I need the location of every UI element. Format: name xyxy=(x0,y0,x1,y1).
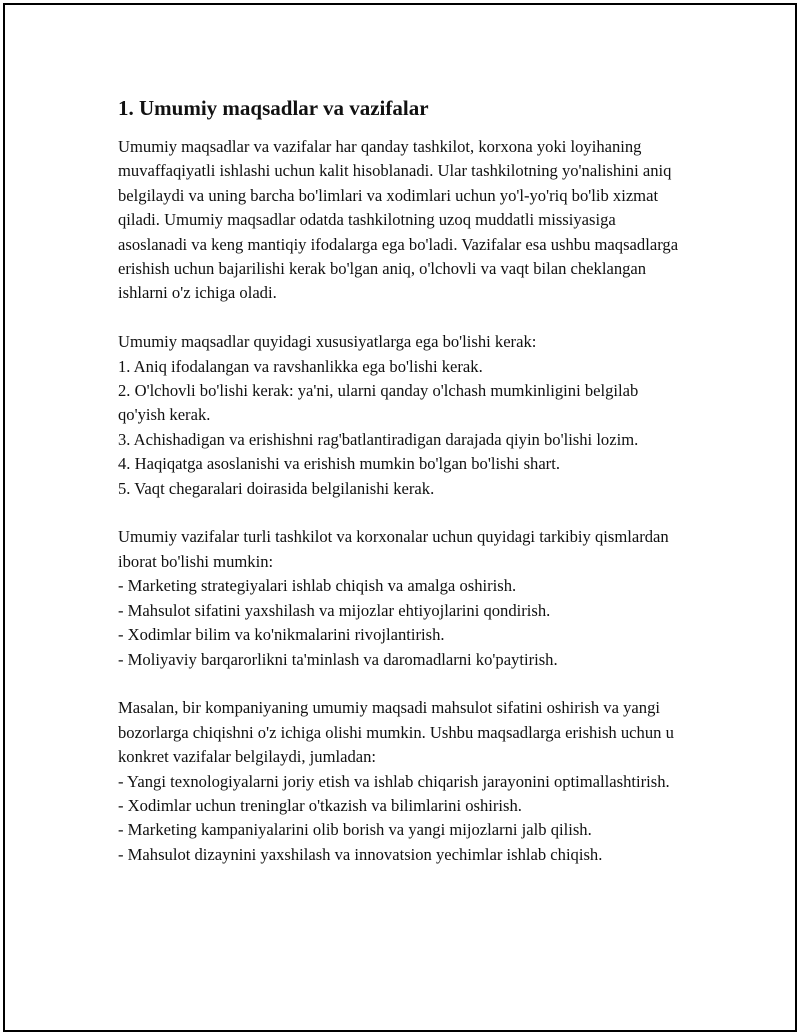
list-item: - Mahsulot sifatini yaxshilash va mijozlar ehtiyojlarini qondirish. xyxy=(118,600,551,620)
list-item: - Marketing kampaniyalarini olib borish va yangi mijozlarni jalb qilish. xyxy=(118,820,592,840)
example-block xyxy=(118,696,688,867)
tasks-block xyxy=(118,525,688,671)
paragraph-gap xyxy=(118,672,688,696)
list-item: - Yangi texnologiyalarni joriy etish va ishlab chiqarish jarayonini optimallashtirish. xyxy=(118,771,670,791)
tasks-lead: Umumiy vazifalar turli tashkilot va korxonalar uchun quyidagi tarkibiy qismlardan iborat bo'lishi mumkin: xyxy=(118,527,669,571)
example-lead: Masalan, bir kompaniyaning umumiy maqsadi mahsulot sifatini oshirish va yangi bozorlarga chiqishni o'z ichiga olishi mumkin. Ushbu maqsadlarga erishish uchun u konkret vazifalar belgilaydi, jumladan: xyxy=(118,698,674,767)
intro-paragraph: Umumiy maqsadlar va vazifalar har qanday tashkilot, korxona yoki loyihaning muvaffaqiyatli ishlashi uchun kalit hisoblanadi. Ular tashkilotning yo'nalishini aniq belgilaydi va uning barcha bo'limlari va xodimlari uchun yo'l-yo'riq bo'lib xizmat qiladi. Umumiy maqsadlar odatda tashkilotning uzoq muddatli missiyasiga asoslanadi va keng mantiqiy ifodalarga ega bo'ladi. Vazifalar esa ushbu maqsadlarga erishish uchun bajarilishi kerak bo'lgan aniq, o'lchovli va vaqt bilan cheklangan ishlarni o'z ichiga oladi. xyxy=(118,137,679,303)
paragraph-gap xyxy=(118,501,688,525)
list-item: 2. O'lchovli bo'lishi kerak: ya'ni, ularni qanday o'lchash mumkinligini belgilab qo'yish kerak. xyxy=(118,381,639,425)
list-item: - Xodimlar bilim va ko'nikmalarini rivojlantirish. xyxy=(118,625,445,645)
section-heading: 1. Umumiy maqsadlar va vazifalar xyxy=(118,96,429,120)
list-item: - Mahsulot dizaynini yaxshilash va innovatsion yechimlar ishlab chiqish. xyxy=(118,844,603,864)
characteristics-lead: Umumiy maqsadlar quyidagi xususiyatlarga ega bo'lishi kerak: xyxy=(118,332,537,352)
list-item: 4. Haqiqatga asoslanishi va erishish mumkin bo'lgan bo'lishi shart. xyxy=(118,454,560,474)
characteristics-block xyxy=(118,330,688,501)
list-item: 5. Vaqt chegaralari doirasida belgilanishi kerak. xyxy=(118,478,435,498)
list-item: 1. Aniq ifodalangan va ravshanlikka ega bo'lishi kerak. xyxy=(118,356,483,376)
list-item: - Marketing strategiyalari ishlab chiqish va amalga oshirish. xyxy=(118,576,517,596)
list-item: - Moliyaviy barqarorlikni ta'minlash va daromadlarni ko'paytirish. xyxy=(118,649,558,669)
list-item: 3. Achishadigan va erishishni rag'batlantiradigan darajada qiyin bo'lishi lozim. xyxy=(118,429,639,449)
paragraph-gap xyxy=(118,306,688,330)
document-body xyxy=(118,94,688,867)
list-item: - Xodimlar uchun treninglar o'tkazish va bilimlarini oshirish. xyxy=(118,795,522,815)
